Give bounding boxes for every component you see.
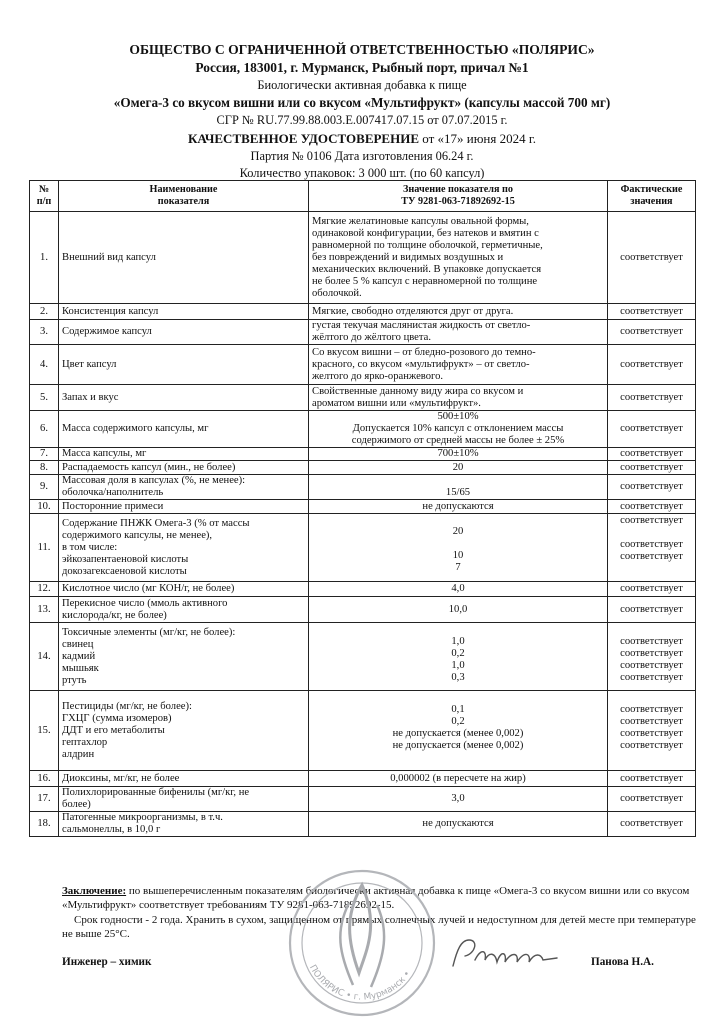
indicator-name: Содержимое капсул — [59, 320, 309, 345]
certificate-heading — [0, 131, 724, 147]
actual-value: соответствует — [608, 304, 696, 320]
signer-name: Панова Н.А. — [591, 956, 654, 968]
product-type: Биологически активная добавка к пище — [257, 78, 467, 92]
actual-value: соответствует — [608, 500, 696, 514]
table-row — [30, 691, 696, 771]
table-body — [30, 212, 696, 837]
indicator-value: 500±10% Допускается 10% капсул с отклонением массы содержимого от средней массы не более ± 25% — [309, 411, 608, 448]
indicator-value: 20 — [309, 461, 608, 475]
row-number: 2. — [30, 304, 59, 320]
table-header-row — [30, 181, 696, 212]
row-number: 18. — [30, 812, 59, 837]
indicator-value: 15/65 — [309, 475, 608, 500]
actual-value: соответствует соответствует соответствует соответствует — [608, 623, 696, 691]
table-row — [30, 597, 696, 623]
quantity-info: Количество упаковок: 3 000 шт. (по 60 капсул) — [239, 166, 485, 180]
indicator-value: 4,0 — [309, 582, 608, 597]
conclusion-text: по вышеперечисленным показателям биологически активная добавка к пище «Омега-3 со вкусом вишни или со вкусом «Мультифрукт» соответствует требованиям ТУ 9281-063-71892692-15. — [62, 885, 690, 911]
indicator-value: Мягкие, свободно отделяются друг от друга. — [309, 304, 608, 320]
indicator-name: Диоксины, мг/кг, не более — [59, 771, 309, 787]
company-stamp — [287, 845, 437, 1025]
actual-value: соответствует соответствует соответствует — [608, 514, 696, 582]
indicator-value: Свойственные данному виду жира со вкусом и ароматом вишни или «мультифрукт». — [309, 385, 608, 411]
table-row — [30, 385, 696, 411]
indicator-name: Цвет капсул — [59, 345, 309, 385]
company-address: Россия, 183001, г. Мурманск, Рыбный порт, причал №1 — [195, 60, 529, 75]
actual-value: соответствует — [608, 771, 696, 787]
table-row — [30, 514, 696, 582]
indicator-name: Посторонние примеси — [59, 500, 309, 514]
actual-value: соответствует — [608, 475, 696, 500]
indicator-name: Масса капсулы, мг — [59, 448, 309, 461]
actual-value: соответствует — [608, 597, 696, 623]
actual-value: соответствует — [608, 320, 696, 345]
actual-value: соответствует — [608, 345, 696, 385]
table-row — [30, 500, 696, 514]
row-number: 12. — [30, 582, 59, 597]
table-row — [30, 304, 696, 320]
indicator-name: Кислотное число (мг КОН/г, не более) — [59, 582, 309, 597]
row-number: 6. — [30, 411, 59, 448]
row-number: 4. — [30, 345, 59, 385]
row-number: 13. — [30, 597, 59, 623]
table-row — [30, 320, 696, 345]
header-name: Наименование показателя — [59, 181, 309, 212]
indicator-name: Массовая доля в капсулах (%, не менее): оболочка/наполнитель — [59, 475, 309, 500]
actual-value: соответствует — [608, 411, 696, 448]
row-number: 16. — [30, 771, 59, 787]
row-number: 9. — [30, 475, 59, 500]
indicator-value: густая текучая маслянистая жидкость от светло- жёлтого до жёлтого цвета. — [309, 320, 608, 345]
indicator-value: 1,0 0,2 1,0 0,3 — [309, 623, 608, 691]
indicator-value: 0,1 0,2 не допускается (менее 0,002) не допускается (менее 0,002) — [309, 691, 608, 771]
indicator-value: Со вкусом вишни – от бледно-розового до темно- красного, со вкусом «мультифрукт» – от светло- желтого до ярко-оранжевого. — [309, 345, 608, 385]
header-value: Значение показателя по ТУ 9281-063-71892692-15 — [309, 181, 608, 212]
row-number: 8. — [30, 461, 59, 475]
indicator-value: не допускаются — [309, 500, 608, 514]
indicator-name: Запах и вкус — [59, 385, 309, 411]
header-actual: Фактические значения — [608, 181, 696, 212]
certificate-title: КАЧЕСТВЕННОЕ УДОСТОВЕРЕНИЕ — [188, 131, 419, 146]
table-row — [30, 461, 696, 475]
indicator-value: 0,000002 (в пересчете на жир) — [309, 771, 608, 787]
table-row — [30, 475, 696, 500]
actual-value: соответствует — [608, 448, 696, 461]
handwritten-signature — [445, 930, 565, 975]
header-num: № п/п — [30, 181, 59, 212]
indicator-value: Мягкие желатиновые капсулы овальной формы, одинаковой конфигурации, без натеков и вмятин с равномерной по толщине оболочкой, герметичные, без повреждений и видимых воздушных и механических включений. В упаковке допускается не более 5 % капсул с неравномерной по толщине оболочкой. — [309, 212, 608, 304]
indicator-value: 20 10 7 — [309, 514, 608, 582]
stamp-text: ПОЛЯРИС • г. Мурманск • — [306, 963, 414, 1003]
indicator-value: не допускаются — [309, 812, 608, 837]
table-row — [30, 812, 696, 837]
indicators-table — [29, 180, 696, 837]
product-name: «Омега-3 со вкусом вишни или со вкусом «Мультифрукт» (капсулы массой 700 мг) — [113, 95, 611, 110]
indicator-value: 700±10% — [309, 448, 608, 461]
indicator-name: Токсичные элементы (мг/кг, не более): свинец кадмий мышьяк ртуть — [59, 623, 309, 691]
company-name: ОБЩЕСТВО С ОГРАНИЧЕННОЙ ОТВЕТСТВЕННОСТЬЮ «ПОЛЯРИС» — [129, 42, 595, 57]
row-number: 1. — [30, 212, 59, 304]
table-row — [30, 212, 696, 304]
actual-value: соответствует соответствует соответствует соответствует — [608, 691, 696, 771]
table-row — [30, 771, 696, 787]
table-row — [30, 411, 696, 448]
batch-info: Партия № 0106 Дата изготовления 06.24 г. — [250, 149, 474, 163]
indicator-name: Внешний вид капсул — [59, 212, 309, 304]
row-number: 11. — [30, 514, 59, 582]
certificate-date: от «17» июня 2024 г. — [419, 131, 536, 146]
shelf-life: Срок годности - 2 года. Хранить в сухом, защищенном от прямых солнечных лучей и недоступном для детей месте при температуре не выше 25°С. — [62, 914, 696, 940]
table-row — [30, 623, 696, 691]
indicator-name: Консистенция капсул — [59, 304, 309, 320]
row-number: 17. — [30, 787, 59, 812]
row-number: 10. — [30, 500, 59, 514]
actual-value: соответствует — [608, 582, 696, 597]
actual-value: соответствует — [608, 787, 696, 812]
actual-value: соответствует — [608, 812, 696, 837]
table-row — [30, 345, 696, 385]
indicator-name: Масса содержимого капсулы, мг — [59, 411, 309, 448]
row-number: 3. — [30, 320, 59, 345]
indicator-name: Распадаемость капсул (мин., не более) — [59, 461, 309, 475]
indicator-name: Содержание ПНЖК Омега-3 (% от массы содержимого капсулы, не менее), в том числе: эйкозапентаеновой кислоты докозагексаеновой кислоты — [59, 514, 309, 582]
actual-value: соответствует — [608, 461, 696, 475]
sgr-number: СГР № RU.77.99.88.003.Е.007417.07.15 от 07.07.2015 г. — [216, 113, 508, 127]
indicator-value: 3,0 — [309, 787, 608, 812]
row-number: 15. — [30, 691, 59, 771]
actual-value: соответствует — [608, 212, 696, 304]
indicator-name: Пестициды (мг/кг, не более): ГХЦГ (сумма изомеров) ДДТ и его метаболиты гептахлор алдрин — [59, 691, 309, 771]
indicator-name: Полихлорированные бифенилы (мг/кг, не более) — [59, 787, 309, 812]
table-row — [30, 787, 696, 812]
conclusion-label: Заключение: — [62, 885, 127, 897]
position-label: Инженер – химик — [62, 956, 152, 968]
indicator-name: Патогенные микроорганизмы, в т.ч. сальмонеллы, в 10,0 г — [59, 812, 309, 837]
row-number: 14. — [30, 623, 59, 691]
actual-value: соответствует — [608, 385, 696, 411]
table-row — [30, 582, 696, 597]
indicator-value: 10,0 — [309, 597, 608, 623]
table-row — [30, 448, 696, 461]
row-number: 7. — [30, 448, 59, 461]
indicator-name: Перекисное число (ммоль активного кислорода/кг, не более) — [59, 597, 309, 623]
row-number: 5. — [30, 385, 59, 411]
